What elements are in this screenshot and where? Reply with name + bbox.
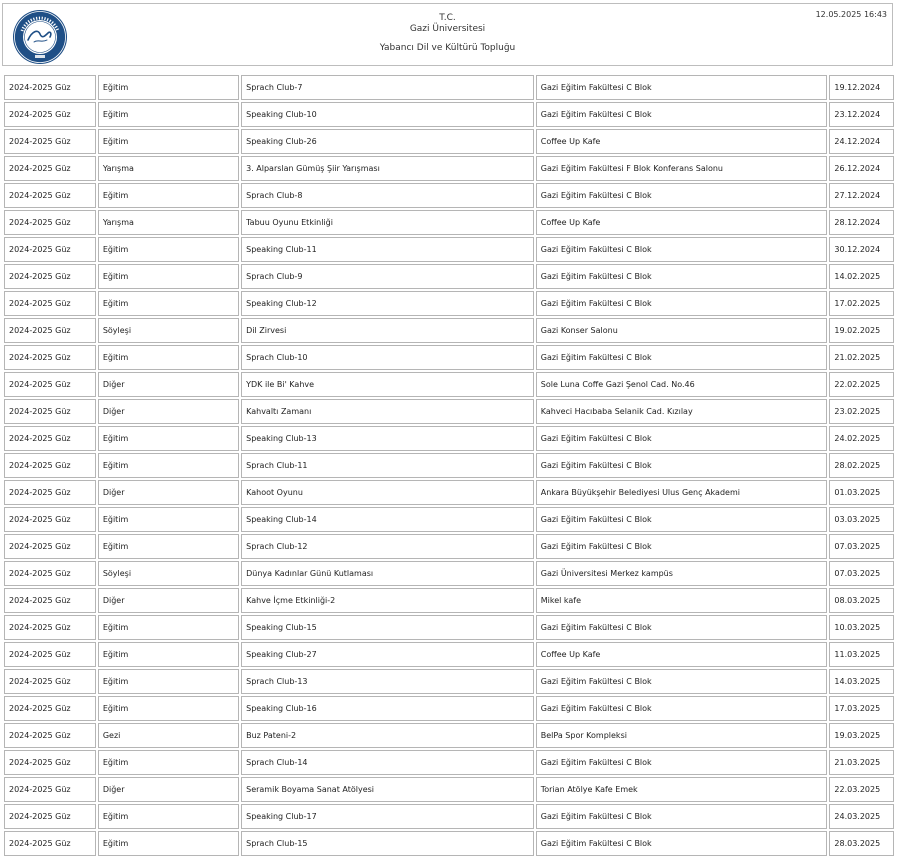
- category-cell: Eğitim: [98, 183, 239, 208]
- category-cell: Diğer: [98, 372, 239, 397]
- category-cell: Diğer: [98, 480, 239, 505]
- term-cell: 2024-2025 Güz: [4, 372, 96, 397]
- event-name-cell: Tabuu Oyunu Etkinliği: [241, 210, 534, 235]
- term-cell: 2024-2025 Güz: [4, 318, 96, 343]
- date-cell: 14.02.2025: [829, 264, 894, 289]
- date-cell: 17.03.2025: [829, 696, 894, 721]
- date-cell: 10.03.2025: [829, 615, 894, 640]
- term-cell: 2024-2025 Güz: [4, 507, 96, 532]
- term-cell: 2024-2025 Güz: [4, 399, 96, 424]
- event-name-cell: Sprach Club-11: [241, 453, 534, 478]
- category-cell: Eğitim: [98, 237, 239, 262]
- table-row: [4, 291, 894, 316]
- event-name-cell: Speaking Club-10: [241, 102, 534, 127]
- event-name-cell: Speaking Club-26: [241, 129, 534, 154]
- category-cell: Eğitim: [98, 669, 239, 694]
- location-cell: Mikel kafe: [536, 588, 828, 613]
- category-cell: Yarışma: [98, 210, 239, 235]
- table-row: [4, 696, 894, 721]
- event-name-cell: Speaking Club-14: [241, 507, 534, 532]
- events-table: [2, 73, 896, 858]
- category-cell: Diğer: [98, 777, 239, 802]
- term-cell: 2024-2025 Güz: [4, 831, 96, 856]
- location-cell: Gazi Eğitim Fakültesi C Blok: [536, 750, 828, 775]
- date-cell: 21.03.2025: [829, 750, 894, 775]
- date-cell: 21.02.2025: [829, 345, 894, 370]
- date-cell: 28.03.2025: [829, 831, 894, 856]
- event-name-cell: Sprach Club-12: [241, 534, 534, 559]
- table-row: [4, 453, 894, 478]
- term-cell: 2024-2025 Güz: [4, 696, 96, 721]
- date-cell: 23.12.2024: [829, 102, 894, 127]
- category-cell: Eğitim: [98, 750, 239, 775]
- event-name-cell: Sprach Club-15: [241, 831, 534, 856]
- term-cell: 2024-2025 Güz: [4, 750, 96, 775]
- category-cell: Eğitim: [98, 75, 239, 100]
- table-row: [4, 237, 894, 262]
- location-cell: Gazi Eğitim Fakültesi C Blok: [536, 534, 828, 559]
- term-cell: 2024-2025 Güz: [4, 237, 96, 262]
- location-cell: Gazi Eğitim Fakültesi C Blok: [536, 291, 828, 316]
- event-name-cell: 3. Alparslan Gümüş Şiir Yarışması: [241, 156, 534, 181]
- category-cell: Eğitim: [98, 345, 239, 370]
- date-cell: 27.12.2024: [829, 183, 894, 208]
- table-row: [4, 507, 894, 532]
- header-organization: Yabancı Dil ve Kültürü Topluğu: [379, 43, 516, 53]
- date-cell: 26.12.2024: [829, 156, 894, 181]
- date-cell: 19.12.2024: [829, 75, 894, 100]
- category-cell: Söyleşi: [98, 561, 239, 586]
- term-cell: 2024-2025 Güz: [4, 264, 96, 289]
- date-cell: 22.02.2025: [829, 372, 894, 397]
- category-cell: Eğitim: [98, 426, 239, 451]
- location-cell: Gazi Eğitim Fakültesi F Blok Konferans Salonu: [536, 156, 828, 181]
- category-cell: Yarışma: [98, 156, 239, 181]
- location-cell: Gazi Eğitim Fakültesi C Blok: [536, 831, 828, 856]
- event-name-cell: Speaking Club-13: [241, 426, 534, 451]
- table-row: [4, 561, 894, 586]
- table-row: [4, 183, 894, 208]
- table-row: [4, 588, 894, 613]
- table-row: [4, 534, 894, 559]
- event-name-cell: Sprach Club-14: [241, 750, 534, 775]
- event-name-cell: Speaking Club-11: [241, 237, 534, 262]
- date-cell: 17.02.2025: [829, 291, 894, 316]
- event-name-cell: Speaking Club-17: [241, 804, 534, 829]
- table-row: [4, 345, 894, 370]
- table-row: [4, 75, 894, 100]
- events-table-body: [4, 75, 894, 856]
- location-cell: Kahveci Hacıbaba Selanik Cad. Kızılay: [536, 399, 828, 424]
- event-name-cell: Kahve İçme Etkinliği-2: [241, 588, 534, 613]
- category-cell: Eğitim: [98, 507, 239, 532]
- date-cell: 24.02.2025: [829, 426, 894, 451]
- location-cell: Gazi Eğitim Fakültesi C Blok: [536, 426, 828, 451]
- location-cell: Coffee Up Kafe: [536, 129, 828, 154]
- category-cell: Eğitim: [98, 804, 239, 829]
- category-cell: Eğitim: [98, 102, 239, 127]
- location-cell: Gazi Eğitim Fakültesi C Blok: [536, 804, 828, 829]
- location-cell: Sole Luna Coffe Gazi Şenol Cad. No.46: [536, 372, 828, 397]
- date-cell: 30.12.2024: [829, 237, 894, 262]
- category-cell: Eğitim: [98, 534, 239, 559]
- date-cell: 07.03.2025: [829, 561, 894, 586]
- location-cell: Gazi Eğitim Fakültesi C Blok: [536, 183, 828, 208]
- location-cell: Gazi Eğitim Fakültesi C Blok: [536, 453, 828, 478]
- table-row: [4, 723, 894, 748]
- location-cell: Ankara Büyükşehir Belediyesi Ulus Genç Akademi: [536, 480, 828, 505]
- date-cell: 22.03.2025: [829, 777, 894, 802]
- table-row: [4, 480, 894, 505]
- table-row: [4, 129, 894, 154]
- category-cell: Eğitim: [98, 642, 239, 667]
- location-cell: Gazi Eğitim Fakültesi C Blok: [536, 507, 828, 532]
- event-name-cell: Dünya Kadınlar Günü Kutlaması: [241, 561, 534, 586]
- date-cell: 19.02.2025: [829, 318, 894, 343]
- date-cell: 19.03.2025: [829, 723, 894, 748]
- table-row: [4, 399, 894, 424]
- report-header: [2, 3, 893, 66]
- table-row: [4, 669, 894, 694]
- header-line-tc: T.C.: [439, 13, 456, 23]
- event-name-cell: Speaking Club-27: [241, 642, 534, 667]
- table-row: [4, 831, 894, 856]
- category-cell: Diğer: [98, 399, 239, 424]
- table-row: [4, 156, 894, 181]
- term-cell: 2024-2025 Güz: [4, 453, 96, 478]
- report-timestamp: 12.05.2025 16:43: [815, 10, 887, 19]
- date-cell: 24.03.2025: [829, 804, 894, 829]
- term-cell: 2024-2025 Güz: [4, 615, 96, 640]
- event-name-cell: Speaking Club-16: [241, 696, 534, 721]
- category-cell: Eğitim: [98, 129, 239, 154]
- date-cell: 01.03.2025: [829, 480, 894, 505]
- location-cell: Gazi Üniversitesi Merkez kampüs: [536, 561, 828, 586]
- location-cell: Gazi Eğitim Fakültesi C Blok: [536, 264, 828, 289]
- category-cell: Eğitim: [98, 696, 239, 721]
- event-name-cell: Speaking Club-15: [241, 615, 534, 640]
- location-cell: Coffee Up Kafe: [536, 210, 828, 235]
- term-cell: 2024-2025 Güz: [4, 291, 96, 316]
- location-cell: Gazi Eğitim Fakültesi C Blok: [536, 615, 828, 640]
- term-cell: 2024-2025 Güz: [4, 345, 96, 370]
- location-cell: Gazi Konser Salonu: [536, 318, 828, 343]
- category-cell: Eğitim: [98, 291, 239, 316]
- category-cell: Eğitim: [98, 615, 239, 640]
- location-cell: Gazi Eğitim Fakültesi C Blok: [536, 345, 828, 370]
- event-name-cell: Sprach Club-9: [241, 264, 534, 289]
- event-name-cell: YDK ile Bi' Kahve: [241, 372, 534, 397]
- term-cell: 2024-2025 Güz: [4, 561, 96, 586]
- date-cell: 07.03.2025: [829, 534, 894, 559]
- date-cell: 28.02.2025: [829, 453, 894, 478]
- term-cell: 2024-2025 Güz: [4, 102, 96, 127]
- event-name-cell: Sprach Club-10: [241, 345, 534, 370]
- term-cell: 2024-2025 Güz: [4, 723, 96, 748]
- event-name-cell: Sprach Club-13: [241, 669, 534, 694]
- header-titles: [3, 13, 892, 54]
- date-cell: 23.02.2025: [829, 399, 894, 424]
- table-row: [4, 102, 894, 127]
- term-cell: 2024-2025 Güz: [4, 669, 96, 694]
- location-cell: Torian Atölye Kafe Emek: [536, 777, 828, 802]
- location-cell: Gazi Eğitim Fakültesi C Blok: [536, 669, 828, 694]
- event-name-cell: Seramik Boyama Sanat Atölyesi: [241, 777, 534, 802]
- location-cell: Gazi Eğitim Fakültesi C Blok: [536, 102, 828, 127]
- category-cell: Eğitim: [98, 453, 239, 478]
- header-line-university: Gazi Üniversitesi: [409, 24, 486, 34]
- table-row: [4, 264, 894, 289]
- category-cell: Diğer: [98, 588, 239, 613]
- event-name-cell: Buz Pateni-2: [241, 723, 534, 748]
- term-cell: 2024-2025 Güz: [4, 804, 96, 829]
- location-cell: Gazi Eğitim Fakültesi C Blok: [536, 75, 828, 100]
- date-cell: 11.03.2025: [829, 642, 894, 667]
- term-cell: 2024-2025 Güz: [4, 183, 96, 208]
- term-cell: 2024-2025 Güz: [4, 480, 96, 505]
- term-cell: 2024-2025 Güz: [4, 156, 96, 181]
- location-cell: BelPa Spor Kompleksi: [536, 723, 828, 748]
- table-row: [4, 750, 894, 775]
- location-cell: Coffee Up Kafe: [536, 642, 828, 667]
- term-cell: 2024-2025 Güz: [4, 75, 96, 100]
- category-cell: Gezi: [98, 723, 239, 748]
- table-row: [4, 210, 894, 235]
- table-row: [4, 615, 894, 640]
- location-cell: Gazi Eğitim Fakültesi C Blok: [536, 696, 828, 721]
- date-cell: 14.03.2025: [829, 669, 894, 694]
- event-name-cell: Sprach Club-7: [241, 75, 534, 100]
- event-name-cell: Sprach Club-8: [241, 183, 534, 208]
- date-cell: 03.03.2025: [829, 507, 894, 532]
- table-row: [4, 372, 894, 397]
- table-row: [4, 318, 894, 343]
- term-cell: 2024-2025 Güz: [4, 210, 96, 235]
- term-cell: 2024-2025 Güz: [4, 534, 96, 559]
- event-name-cell: Kahoot Oyunu: [241, 480, 534, 505]
- date-cell: 08.03.2025: [829, 588, 894, 613]
- term-cell: 2024-2025 Güz: [4, 129, 96, 154]
- term-cell: 2024-2025 Güz: [4, 426, 96, 451]
- category-cell: Söyleşi: [98, 318, 239, 343]
- term-cell: 2024-2025 Güz: [4, 588, 96, 613]
- date-cell: 24.12.2024: [829, 129, 894, 154]
- term-cell: 2024-2025 Güz: [4, 642, 96, 667]
- table-row: [4, 642, 894, 667]
- category-cell: Eğitim: [98, 831, 239, 856]
- category-cell: Eğitim: [98, 264, 239, 289]
- location-cell: Gazi Eğitim Fakültesi C Blok: [536, 237, 828, 262]
- table-row: [4, 804, 894, 829]
- date-cell: 28.12.2024: [829, 210, 894, 235]
- term-cell: 2024-2025 Güz: [4, 777, 96, 802]
- event-name-cell: Speaking Club-12: [241, 291, 534, 316]
- event-name-cell: Dil Zirvesi: [241, 318, 534, 343]
- event-name-cell: Kahvaltı Zamanı: [241, 399, 534, 424]
- table-row: [4, 426, 894, 451]
- table-row: [4, 777, 894, 802]
